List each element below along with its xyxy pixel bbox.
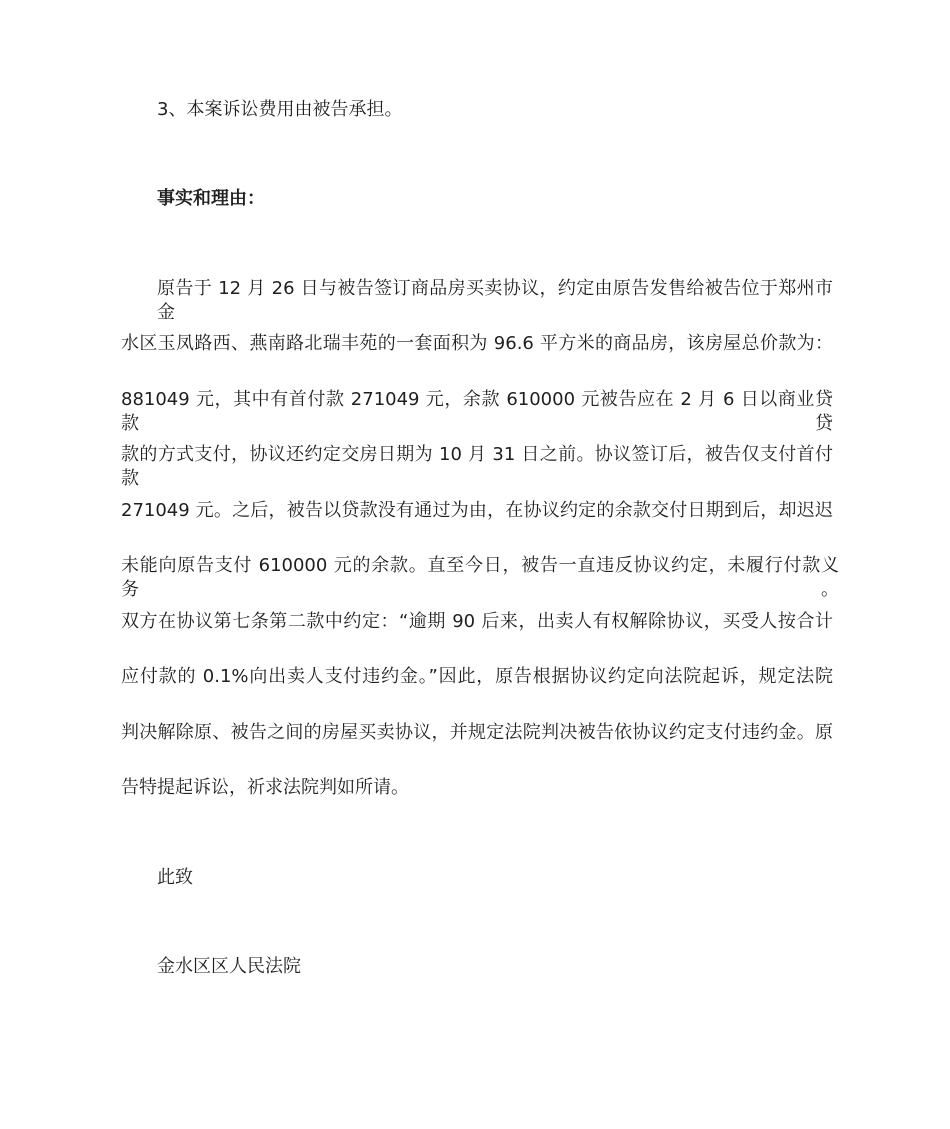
facts-line-2: 水区玉凤路西、燕南路北瑞丰苑的一套面积为 96.6 平方米的商品房，该房屋总价款为： xyxy=(121,333,833,354)
facts-line-9: 判决解除原、被告之间的房屋买卖协议，并规定法院判决被告依协议约定支付违约金。原 xyxy=(121,722,833,743)
closing-salutation: 此致 xyxy=(157,867,193,888)
claim-item-3: 3、本案诉讼费用由被告承担。 xyxy=(157,99,403,120)
facts-line-8: 应付款的 0.1%向出卖人支付违约金。”因此，原告根据协议约定向法院起诉，规定法院 xyxy=(121,666,833,687)
facts-line-10: 告特提起诉讼，祈求法院判如所请。 xyxy=(121,777,409,798)
court-name: 金水区区人民法院 xyxy=(157,956,301,977)
facts-line-7: 双方在协议第七条第二款中约定：“逾期 90 后来，出卖人有权解除协议，买受人按合计 xyxy=(121,611,833,632)
facts-line-4: 款的方式支付，协议还约定交房日期为 10 月 31 日之前。协议签订后，被告仅支付首付款 xyxy=(121,444,833,489)
facts-line-1: 原告于 12 月 26 日与被告签订商品房买卖协议，约定由原告发售给被告位于郑州市金 xyxy=(157,278,833,323)
facts-line-5: 271049 元。之后，被告以贷款没有通过为由，在协议约定的余款交付日期到后，却迟迟 xyxy=(121,500,833,521)
facts-line-3: 881049 元，其中有首付款 271049 元，余款 610000 元被告应在 2 月 6 日以商业贷款贷 xyxy=(121,389,833,434)
facts-heading: 事实和理由： xyxy=(157,188,265,209)
facts-line-6: 未能向原告支付 610000 元的余款。直至今日，被告一直违反协议约定，未履行付款义务。 xyxy=(121,555,839,600)
